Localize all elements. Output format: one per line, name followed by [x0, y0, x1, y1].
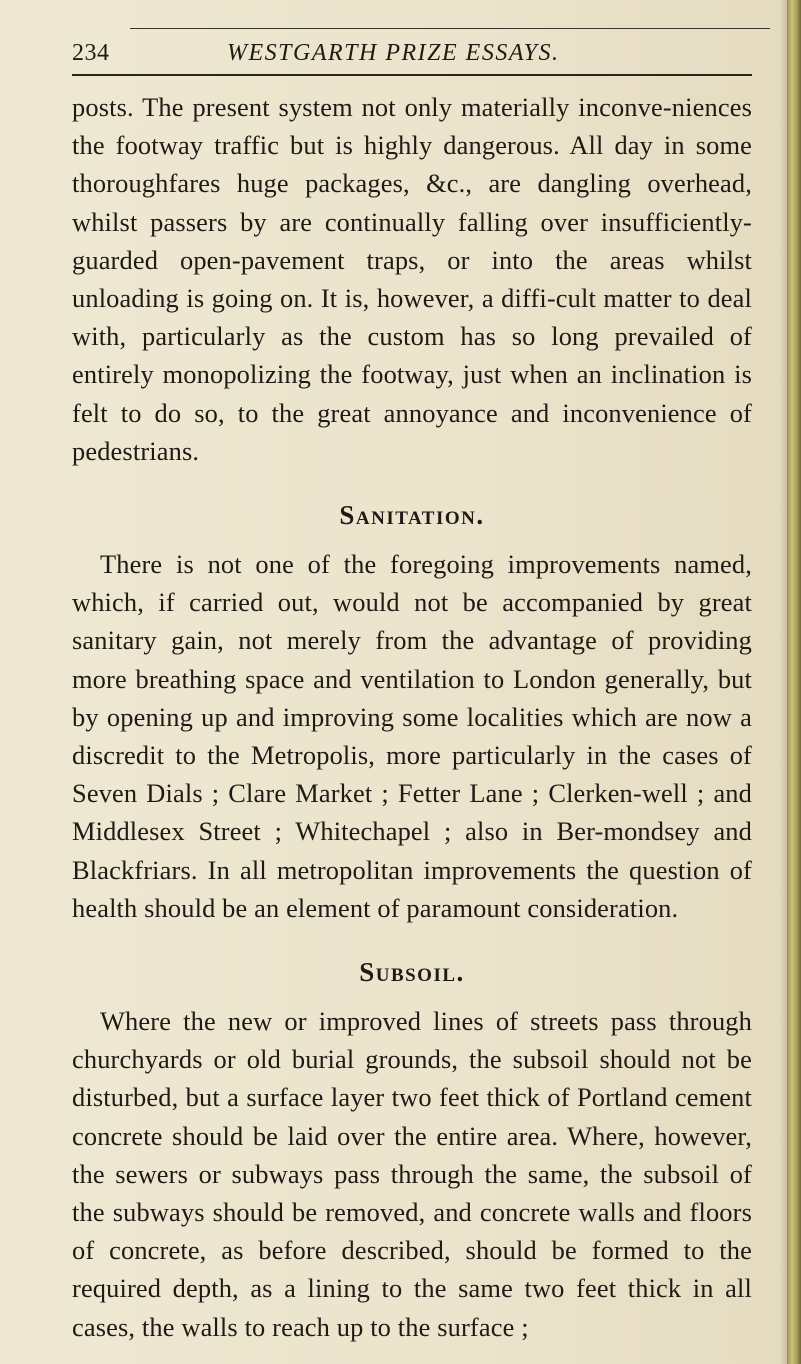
page-number: 234	[72, 40, 110, 66]
gutter-shadow	[779, 0, 787, 1364]
page-header	[72, 38, 752, 72]
header-rule	[72, 74, 752, 76]
top-rule	[130, 28, 770, 29]
running-head: WESTGARTH PRIZE ESSAYS.	[227, 40, 560, 66]
paragraph-sanitation: There is not one of the foregoing improvements named, which, if carried out, would not be accompanied by great sanitary gain, not merely from the advantage of providing more breathing space and ventilation to London generally, but by opening up and improving some localities which are now a discredit to the Metropolis, more particularly in the cases of Seven Dials ; Clare Market ; Fetter Lane ; Clerken-well ; and Middlesex Street ; Whitechapel ; also in Ber-mondsey and Blackfriars. In all metropolitan improvements the question of health should be an element of paramount consideration.	[72, 549, 752, 923]
book-spine-edge	[787, 0, 801, 1364]
paragraph-subsoil: Where the new or improved lines of streets pass through churchyards or old burial grounds, the subsoil should not be disturbed, but a surface layer two feet thick of Portland cement concrete should be laid over the entire area. Where, however, the sewers or subways pass through the same, the subsoil of the subways should be removed, and concrete walls and floors of concrete, as before described, should be formed to the required depth, as a lining to the same two feet thick in all cases, the walls to reach up to the surface ;	[72, 1006, 752, 1342]
section-heading-subsoil: Subsoil.	[359, 957, 465, 988]
paragraph-continued: posts. The present system not only materially inconve-niences the footway traffic but is highly dangerous. All day in some thoroughfares huge packages, &c., are dangling overhead, whilst passers by are continually falling over insufficiently-guarded open-pavement traps, or into the areas whilst unloading is going on. It is, however, a diffi-cult matter to deal with, particularly as the custom has so long prevailed of entirely monopolizing the footway, just when an inclination is felt to do so, to the great annoyance and inconvenience of pedestrians.	[72, 92, 752, 466]
body-text	[72, 88, 752, 1346]
section-heading-sanitation: Sanitation.	[339, 500, 485, 531]
